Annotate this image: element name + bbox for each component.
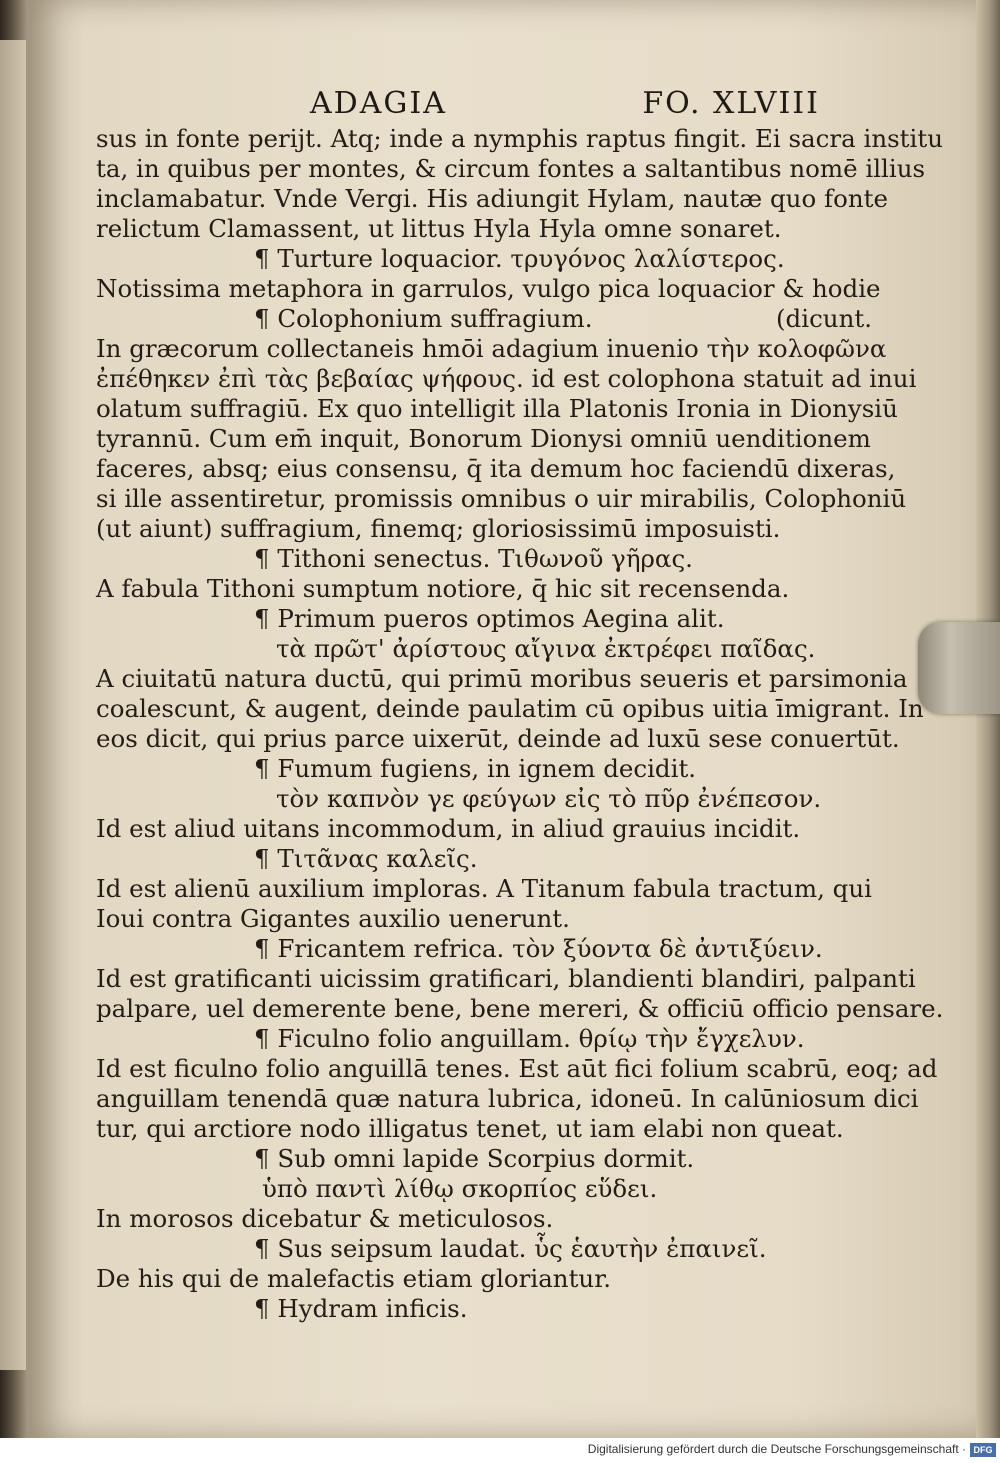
adage-heading: ¶ Sus seipsum laudat. ὗς ἑαυτὴν ἐπαινεῖ. bbox=[254, 1234, 767, 1263]
text-line: Notissima metaphora in garrulos, vulgo pica loquacior & hodie bbox=[96, 274, 881, 303]
greek-line: τὸν καπνὸν γε φεύγων εἰς τὸ πῦρ ἐνέπεσον. bbox=[276, 784, 822, 813]
text-line: eos dicit, qui prius parce uixerūt, deinde ad luxū sese conuertūt. bbox=[96, 724, 900, 753]
adage-heading: ¶ Turture loquacior. τρυγόνος λαλίστερος. bbox=[254, 244, 785, 273]
adage-heading: ¶ Fricantem refrica. τὸν ξύοντα δὲ ἀντιξύειν. bbox=[254, 934, 823, 963]
greek-line: ὑπὸ παντὶ λίθῳ σκορπίος εὕδει. bbox=[262, 1174, 658, 1203]
text-line: sus in fonte perijt. Atq; inde a nymphis raptus fingit. Ei sacra institu bbox=[96, 124, 943, 153]
text-line: tyrannū. Cum em̄ inquit, Bonorum Dionysi omniū uenditionem bbox=[96, 424, 871, 453]
greek-line: τὰ πρῶτ' ἀρίστους αἴγινα ἐκτρέφει παῖδας. bbox=[276, 634, 816, 663]
adage-heading: ¶ Τιτᾶνας καλεῖς. bbox=[254, 844, 478, 873]
running-title: ADAGIA bbox=[310, 86, 447, 121]
text-line: A ciuitatū natura ductū, qui primū moribus seueris et parsimonia bbox=[96, 664, 908, 693]
text-line: Id est ficulno folio anguillā tenes. Est aūt fici folium scabrū, eoq; ad bbox=[96, 1054, 938, 1083]
adage-heading: ¶ Primum pueros optimos Aegina alit. bbox=[254, 604, 725, 633]
text-line: tur, qui arctiore nodo illigatus tenet, ut iam elabi non queat. bbox=[96, 1114, 844, 1143]
previous-page-edge bbox=[0, 40, 26, 1370]
text-line: ἐπέθηκεν ἐπὶ τὰς βεβαίας ψήφους. id est colophona statuit ad inui bbox=[96, 364, 917, 393]
text-line: A fabula Tithoni sumptum notiore, q̄ hic sit recensenda. bbox=[96, 574, 790, 603]
text-line: palpare, uel demerente bene, bene mereri, & officiū officio pensare. bbox=[96, 994, 944, 1023]
adage-heading: ¶ Colophonium suffragium. bbox=[254, 304, 593, 333]
dfg-logo: DFG bbox=[970, 1443, 996, 1457]
text-line: In græcorum collectaneis hmōi adagium inuenio τὴν κολοφῶνα bbox=[96, 334, 887, 363]
adage-heading: ¶ Hydram inficis. bbox=[254, 1294, 468, 1323]
text-line: Id est aliud uitans incommodum, in aliud grauius incidit. bbox=[96, 814, 801, 843]
text-line: In morosos dicebatur & meticulosos. bbox=[96, 1204, 554, 1233]
page-clip bbox=[918, 622, 1000, 714]
text-line: olatum suffragiū. Ex quo intelligit illa Platonis Ironia in Dionysiū bbox=[96, 394, 898, 423]
footer-bar bbox=[0, 1438, 1000, 1463]
text-line: coalescunt, & augent, deinde paulatim cū opibus uitia īmigrant. In bbox=[96, 694, 924, 723]
text-line: Ioui contra Gigantes auxilio uenerunt. bbox=[96, 904, 570, 933]
text-line: ta, in quibus per montes, & circum fontes a saltantibus nomē illius bbox=[96, 154, 926, 183]
running-head bbox=[310, 86, 820, 126]
adage-heading: ¶ Fumum fugiens, in ignem decidit. bbox=[254, 754, 697, 783]
text-line: Id est gratificanti uicissim gratificari, blandienti blandiri, palpanti bbox=[96, 964, 916, 993]
page-fore-edge bbox=[976, 0, 1000, 1438]
funding-credit: Digitalisierung gefördert durch die Deutsche Forschungsgemeinschaft · bbox=[587, 1442, 966, 1456]
text-line: De his qui de malefactis etiam gloriantur. bbox=[96, 1264, 612, 1293]
adage-heading: ¶ Ficulno folio anguillam. θρίῳ τὴν ἔγχελυν. bbox=[254, 1024, 805, 1053]
text-line: Id est alienū auxilium imploras. A Titanum fabula tractum, qui bbox=[96, 874, 872, 903]
text-line: inclamabatur. Vnde Vergi. His adiungit Hylam, nautæ quo fonte bbox=[96, 184, 888, 213]
text-line: faceres, absq; eius consensu, q̄ ita demum hoc faciendū dixeras, bbox=[96, 454, 896, 483]
text-line: (dicunt. bbox=[776, 304, 872, 333]
text-line: relictum Clamassent, ut littus Hyla Hyla omne sonaret. bbox=[96, 214, 782, 243]
text-line: (ut aiunt) suffragium, finemq; gloriosissimū imposuisti. bbox=[96, 514, 781, 543]
text-line: si ille assentiretur, promissis omnibus o uir mirabilis, Colophoniū bbox=[96, 484, 907, 513]
folio-number: FO. XLVIII bbox=[642, 86, 820, 121]
adage-heading: ¶ Sub omni lapide Scorpius dormit. bbox=[254, 1144, 695, 1173]
text-line: anguillam tenendā quæ natura lubrica, idoneū. In calūniosum dici bbox=[96, 1084, 919, 1113]
adage-heading: ¶ Tithoni senectus. Τιθωνοῦ γῆρας. bbox=[254, 544, 693, 573]
